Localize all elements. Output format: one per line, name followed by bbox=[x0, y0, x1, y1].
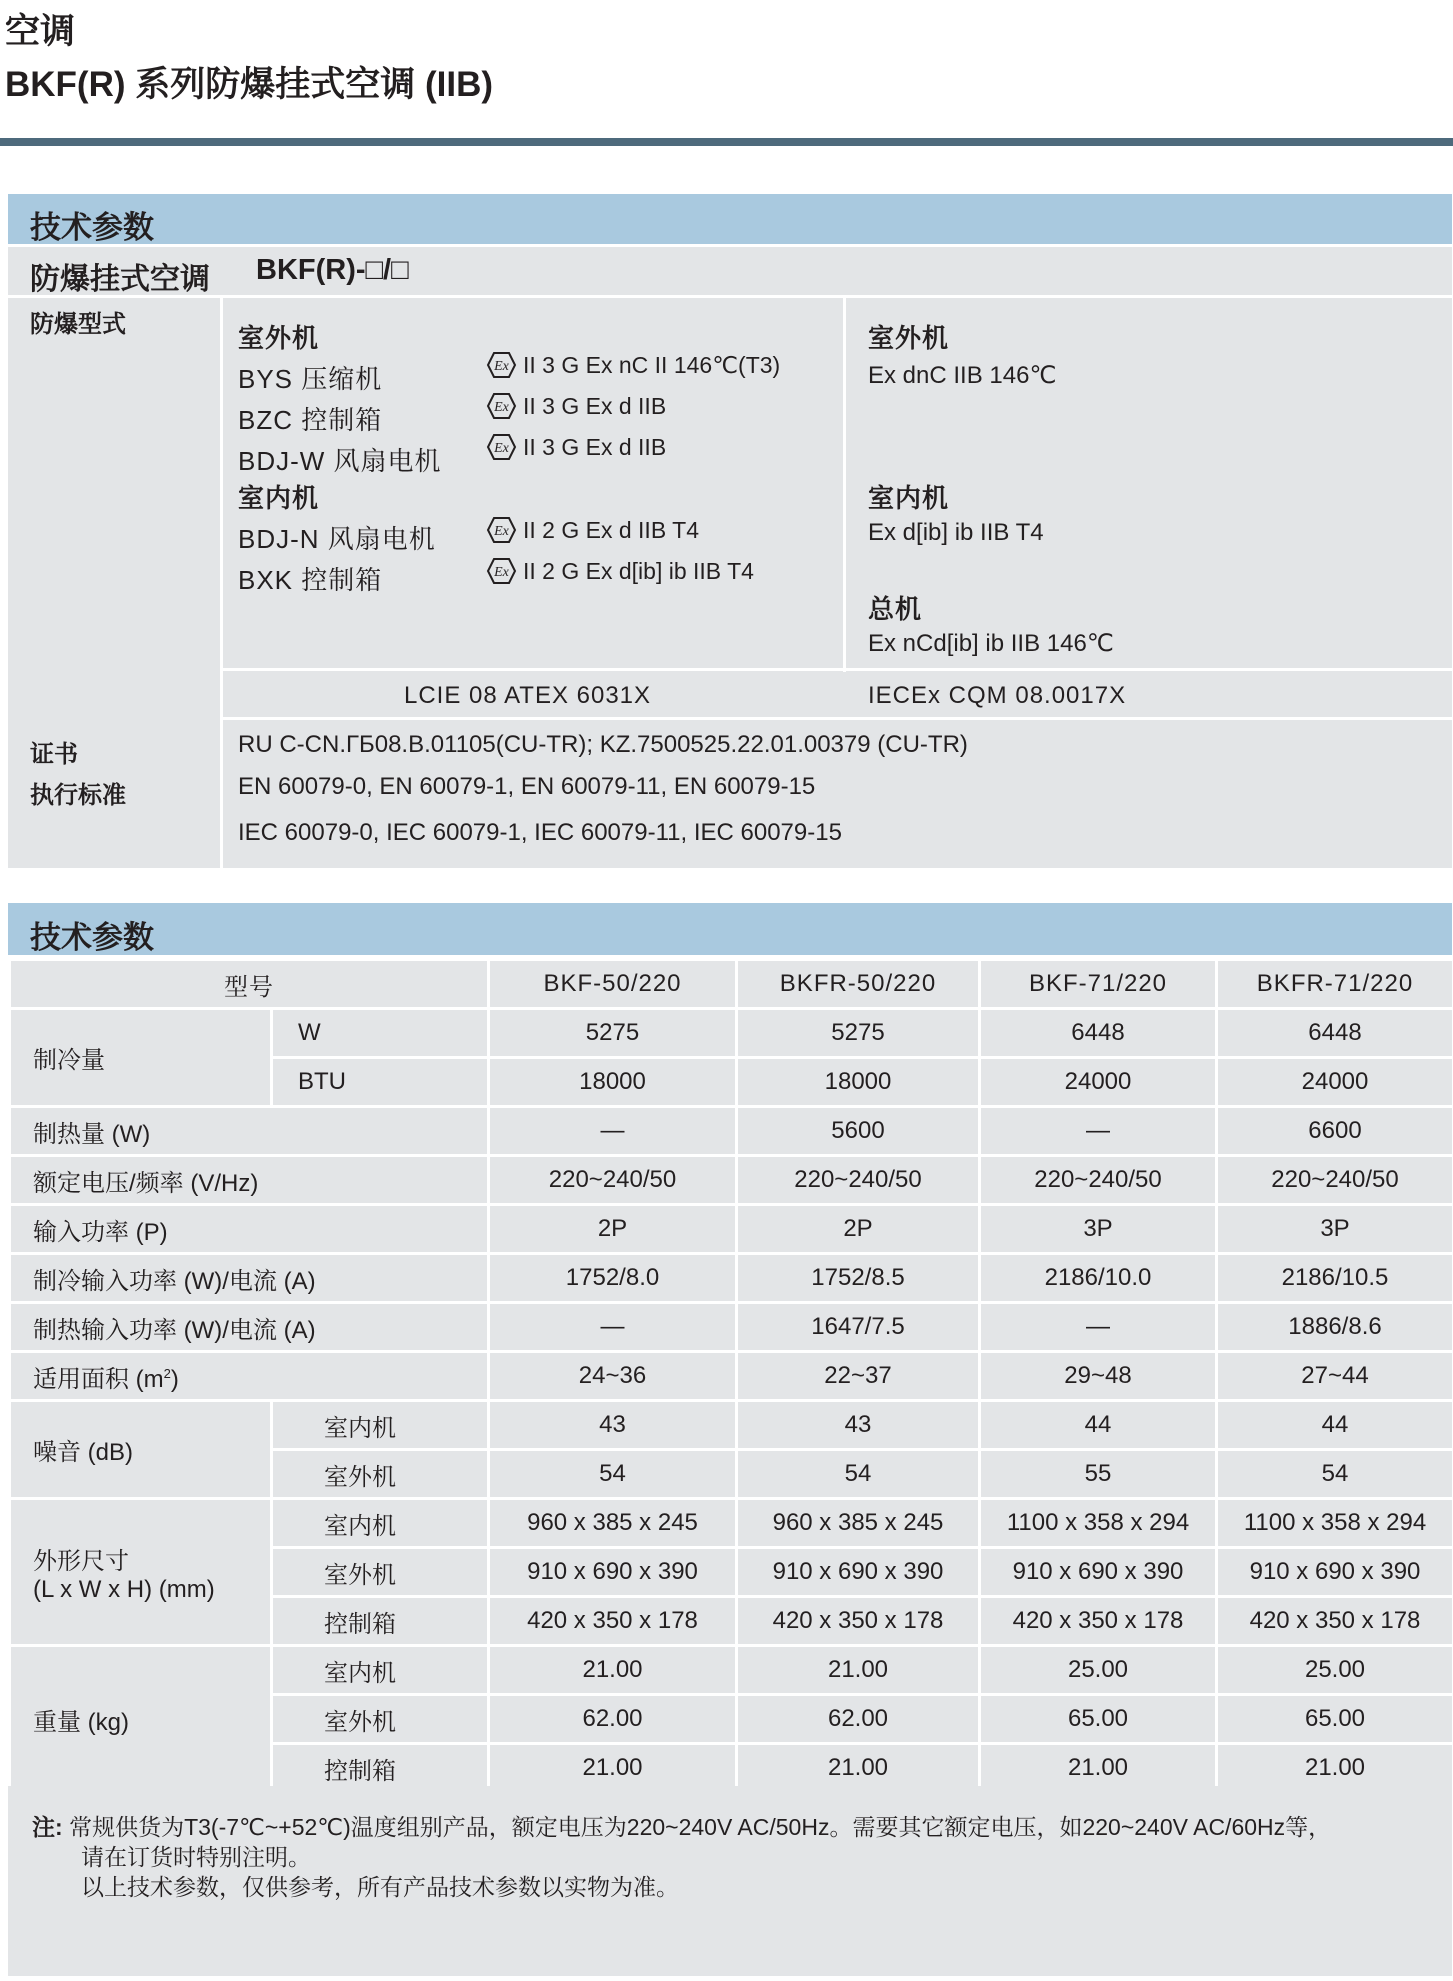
table-cell: 960 x 385 x 245 bbox=[737, 1499, 980, 1548]
table-cell: — bbox=[980, 1107, 1217, 1156]
model-header: 型号 bbox=[10, 960, 489, 1009]
table-row bbox=[10, 1107, 1453, 1156]
note-label: 注: bbox=[32, 1814, 63, 1840]
table-cell: 2186/10.0 bbox=[980, 1254, 1217, 1303]
table-cell: 21.00 bbox=[489, 1744, 737, 1793]
input-power-label: 输入功率 (P) bbox=[10, 1205, 489, 1254]
section1-band bbox=[8, 194, 1452, 244]
ex-marking-text: II 3 G Ex d IIB bbox=[523, 392, 667, 419]
ex-marking-row bbox=[486, 516, 699, 544]
table-cell: 25.00 bbox=[980, 1646, 1217, 1695]
table-cell: 910 x 690 x 390 bbox=[980, 1548, 1217, 1597]
table-cell: 21.00 bbox=[489, 1646, 737, 1695]
area-label-suffix: ) bbox=[170, 1365, 179, 1393]
weight-label: 重量 (kg) bbox=[10, 1646, 272, 1793]
ex-marking-row bbox=[486, 392, 666, 420]
model-name: BKFR-50/220 bbox=[737, 960, 980, 1009]
area-label bbox=[10, 1352, 489, 1401]
model-name: BKF-71/220 bbox=[980, 960, 1217, 1009]
dimensions-label-line2: (L x W x H) (mm) bbox=[33, 1575, 215, 1603]
table-cell: 21.00 bbox=[1217, 1744, 1453, 1793]
table-cell: 43 bbox=[737, 1401, 980, 1450]
table-cell: 1100 x 358 x 294 bbox=[1217, 1499, 1453, 1548]
table-row bbox=[10, 1303, 1453, 1352]
cert-label: 证书 bbox=[30, 741, 78, 768]
svg-text:Ex: Ex bbox=[494, 441, 509, 456]
section2-band-title: 技术参数 bbox=[30, 920, 154, 955]
table-cell: 24~36 bbox=[489, 1352, 737, 1401]
cooling-btu-label: BTU bbox=[272, 1058, 489, 1107]
table-cell: 55 bbox=[980, 1450, 1217, 1499]
ex-hexagon-icon bbox=[486, 516, 517, 544]
ex-hexagon-icon bbox=[486, 351, 517, 379]
table-cell: 1752/8.0 bbox=[489, 1254, 737, 1303]
table-cell: 65.00 bbox=[980, 1695, 1217, 1744]
ex-marking-text: II 2 G Ex d[ib] ib IIB T4 bbox=[523, 557, 754, 584]
table-cell: 910 x 690 x 390 bbox=[737, 1548, 980, 1597]
noise-label: 噪音 (dB) bbox=[10, 1401, 272, 1499]
table-cell: 1752/8.5 bbox=[737, 1254, 980, 1303]
table-cell: 27~44 bbox=[1217, 1352, 1453, 1401]
note-panel bbox=[8, 1786, 1452, 1976]
component-fan-motor-outdoor: BDJ-W 风扇电机 bbox=[238, 446, 442, 476]
table-cell: 3P bbox=[1217, 1205, 1453, 1254]
heat-input-label: 制热输入功率 (W)/电流 (A) bbox=[10, 1303, 489, 1352]
svg-text:Ex: Ex bbox=[494, 359, 509, 374]
table-cell: 65.00 bbox=[1217, 1695, 1453, 1744]
right-outdoor-heading: 室外机 bbox=[868, 323, 950, 353]
table-cell: 220~240/50 bbox=[489, 1156, 737, 1205]
table-cell: 960 x 385 x 245 bbox=[489, 1499, 737, 1548]
cert-line: RU C-CN.ГБ08.В.01105(CU-TR); KZ.7500525.22.01.00379 (CU-TR) bbox=[238, 731, 968, 758]
table-row bbox=[10, 1646, 1453, 1695]
dimensions-outdoor-label: 室外机 bbox=[272, 1548, 489, 1597]
table-cell: 24000 bbox=[1217, 1058, 1453, 1107]
cert-atex: LCIE 08 ATEX 6031X bbox=[404, 682, 652, 709]
table-cell: 910 x 690 x 390 bbox=[489, 1548, 737, 1597]
indoor-unit-heading: 室内机 bbox=[238, 483, 320, 513]
voltage-label: 额定电压/频率 (V/Hz) bbox=[10, 1156, 489, 1205]
table-cell: — bbox=[489, 1107, 737, 1156]
ex-marking-row bbox=[486, 557, 754, 585]
table-cell: 54 bbox=[1217, 1450, 1453, 1499]
right-indoor-heading: 室内机 bbox=[868, 483, 950, 513]
standards-label: 执行标准 bbox=[30, 782, 126, 809]
section2-band bbox=[8, 903, 1452, 955]
table-cell: 420 x 350 x 178 bbox=[737, 1597, 980, 1646]
en-standards: EN 60079-0, EN 60079-1, EN 60079-11, EN 60079-15 bbox=[238, 773, 816, 800]
area-label-sup: 2 bbox=[163, 1365, 171, 1381]
divider-v2 bbox=[843, 298, 846, 672]
dimensions-control-label: 控制箱 bbox=[272, 1597, 489, 1646]
svg-text:Ex: Ex bbox=[494, 524, 509, 539]
component-fan-motor-indoor: BDJ-N 风扇电机 bbox=[238, 524, 436, 554]
table-cell: 5275 bbox=[489, 1009, 737, 1058]
ex-marking-text: II 3 G Ex d IIB bbox=[523, 433, 667, 460]
table-cell: 62.00 bbox=[737, 1695, 980, 1744]
table-cell: 44 bbox=[1217, 1401, 1453, 1450]
right-indoor-value: Ex d[ib] ib IIB T4 bbox=[868, 519, 1044, 546]
divider-h2 bbox=[223, 717, 1452, 720]
header-divider bbox=[0, 138, 1453, 146]
table-header-row bbox=[10, 960, 1453, 1009]
note-line2: 请在订货时特别注明。 bbox=[81, 1844, 311, 1870]
ex-marking-row bbox=[486, 351, 780, 379]
dimensions-indoor-label: 室内机 bbox=[272, 1499, 489, 1548]
table-row bbox=[10, 1401, 1453, 1450]
model-label: 防爆挂式空调 bbox=[30, 263, 210, 296]
ex-marking-text: II 2 G Ex d IIB T4 bbox=[523, 516, 699, 543]
model-name: BKFR-71/220 bbox=[1217, 960, 1453, 1009]
note-text1: 常规供货为T3(-7℃~+52℃)温度组别产品，额定电压为220~240V AC/50Hz。需要其它额定电压，如220~240V AC/60Hz等， bbox=[69, 1814, 1332, 1840]
ex-hexagon-icon bbox=[486, 392, 517, 420]
table-cell: 24000 bbox=[980, 1058, 1217, 1107]
table-cell: 43 bbox=[489, 1401, 737, 1450]
component-control-box-indoor: BXK 控制箱 bbox=[238, 565, 383, 595]
divider-h1 bbox=[223, 668, 1452, 671]
table-cell: 21.00 bbox=[737, 1744, 980, 1793]
table-cell: 54 bbox=[489, 1450, 737, 1499]
noise-outdoor-label: 室外机 bbox=[272, 1450, 489, 1499]
section1-band-title: 技术参数 bbox=[30, 210, 154, 245]
right-total-heading: 总机 bbox=[868, 594, 923, 624]
table-cell: 910 x 690 x 390 bbox=[1217, 1548, 1453, 1597]
cooling-label: 制冷量 bbox=[10, 1009, 272, 1107]
area-label-prefix: 适用面积 (m bbox=[33, 1365, 164, 1393]
note-line1 bbox=[32, 1812, 1452, 1842]
table-cell: 18000 bbox=[489, 1058, 737, 1107]
table-cell: 2186/10.5 bbox=[1217, 1254, 1453, 1303]
cool-input-label: 制冷输入功率 (W)/电流 (A) bbox=[10, 1254, 489, 1303]
table-cell: — bbox=[489, 1303, 737, 1352]
table-cell: 220~240/50 bbox=[1217, 1156, 1453, 1205]
weight-indoor-label: 室内机 bbox=[272, 1646, 489, 1695]
table-cell: 1647/7.5 bbox=[737, 1303, 980, 1352]
table-cell: 29~48 bbox=[980, 1352, 1217, 1401]
cert-iecex: IECEx CQM 08.0017X bbox=[868, 682, 1127, 709]
table-cell: 1886/8.6 bbox=[1217, 1303, 1453, 1352]
dimensions-label-line1: 外形尺寸 bbox=[33, 1547, 129, 1575]
iec-standards: IEC 60079-0, IEC 60079-1, IEC 60079-11, IEC 60079-15 bbox=[238, 819, 842, 846]
divider-v1 bbox=[220, 298, 223, 868]
table-row bbox=[10, 1499, 1453, 1548]
table-row bbox=[10, 1352, 1453, 1401]
table-cell: 21.00 bbox=[980, 1744, 1217, 1793]
table-cell: 5275 bbox=[737, 1009, 980, 1058]
heating-label: 制热量 (W) bbox=[10, 1107, 489, 1156]
table-cell: 220~240/50 bbox=[980, 1156, 1217, 1205]
svg-text:Ex: Ex bbox=[494, 565, 509, 580]
outdoor-unit-heading: 室外机 bbox=[238, 323, 320, 353]
table-row bbox=[10, 1156, 1453, 1205]
table-row bbox=[10, 1254, 1453, 1303]
dimensions-label bbox=[10, 1499, 272, 1646]
component-compressor: BYS 压缩机 bbox=[238, 364, 383, 394]
table-cell: 420 x 350 x 178 bbox=[1217, 1597, 1453, 1646]
table-cell: 420 x 350 x 178 bbox=[489, 1597, 737, 1646]
page-title: BKF(R) 系列防爆挂式空调 (IIB) bbox=[5, 65, 494, 104]
table-cell: 6448 bbox=[980, 1009, 1217, 1058]
table-cell: 2P bbox=[737, 1205, 980, 1254]
ex-marking-text: II 3 G Ex nC II 146℃(T3) bbox=[523, 351, 781, 378]
weight-control-label: 控制箱 bbox=[272, 1744, 489, 1793]
model-row bbox=[8, 247, 1452, 295]
table-cell: 21.00 bbox=[737, 1646, 980, 1695]
table-row bbox=[10, 1205, 1453, 1254]
right-total-value: Ex nCd[ib] ib IIB 146℃ bbox=[868, 630, 1114, 657]
table-cell: 2P bbox=[489, 1205, 737, 1254]
note-line3: 以上技术参数，仅供参考，所有产品技术参数以实物为准。 bbox=[81, 1874, 679, 1900]
table-cell: 220~240/50 bbox=[737, 1156, 980, 1205]
weight-outdoor-label: 室外机 bbox=[272, 1695, 489, 1744]
table-cell: 3P bbox=[980, 1205, 1217, 1254]
right-outdoor-value: Ex dnC IIB 146℃ bbox=[868, 362, 1057, 389]
table-cell: 54 bbox=[737, 1450, 980, 1499]
table-cell: 25.00 bbox=[1217, 1646, 1453, 1695]
table-cell: 22~37 bbox=[737, 1352, 980, 1401]
table-cell: 420 x 350 x 178 bbox=[980, 1597, 1217, 1646]
ex-hexagon-icon bbox=[486, 557, 517, 585]
table-cell: 6448 bbox=[1217, 1009, 1453, 1058]
table-cell: 62.00 bbox=[489, 1695, 737, 1744]
model-name: BKF-50/220 bbox=[489, 960, 737, 1009]
spec-table bbox=[8, 958, 1453, 1794]
ex-hexagon-icon bbox=[486, 433, 517, 461]
explosion-type-label: 防爆型式 bbox=[30, 311, 126, 338]
category-title: 空调 bbox=[5, 12, 76, 51]
noise-indoor-label: 室内机 bbox=[272, 1401, 489, 1450]
cooling-w-label: W bbox=[272, 1009, 489, 1058]
table-cell: 5600 bbox=[737, 1107, 980, 1156]
table-cell: 6600 bbox=[1217, 1107, 1453, 1156]
table-cell: 18000 bbox=[737, 1058, 980, 1107]
table-cell: — bbox=[980, 1303, 1217, 1352]
svg-text:Ex: Ex bbox=[494, 400, 509, 415]
table-row bbox=[10, 1009, 1453, 1058]
model-code: BKF(R)-□/□ bbox=[256, 254, 409, 286]
table-cell: 44 bbox=[980, 1401, 1217, 1450]
component-control-box-outdoor: BZC 控制箱 bbox=[238, 405, 383, 435]
table-cell: 1100 x 358 x 294 bbox=[980, 1499, 1217, 1548]
ex-marking-row bbox=[486, 433, 666, 461]
